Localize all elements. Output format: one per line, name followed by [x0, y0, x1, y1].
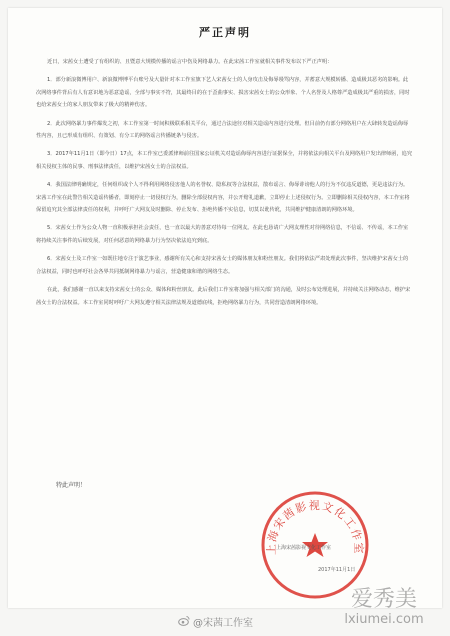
- watermark-logo-text: 爱秀美: [350, 587, 417, 612]
- site-watermark: [322, 582, 446, 632]
- paragraph-closing: 在此，我们感谢一直以来支持宋茜女士的公众、媒体和粉丝朋友。此后我们工作室将加强与相关部门的沟通，及时公布处理进展，并持续关注网络动态，维护宋茜女士的合法权益。本工作室同时呼吁广大网友遵守相关法律法规及道德底线，拒绝网络暴力行为，共同营造清朗网络环境。: [36, 287, 411, 306]
- paragraph-6: 6．宋茜女士及工作室一如既往地专注于演艺事业，感谢所有关心和支持宋茜女士的媒体朋友和粉丝朋友。我们将依法严肃处理此次事件，坚决维护宋茜女士的合法权益，同时也呼吁社会各界共同抵制网络暴力与谣言，营造健康和谐的网络生态。: [36, 256, 409, 275]
- paragraph-intro: 近日，宋茜女士遭受了有组织的、且暨意大规模传播的谣言中伤及网络暴力。在此宋茜工作室就相关事件发布以下严正声明：: [47, 59, 333, 65]
- document-body: [36, 56, 412, 315]
- paragraph-5: 5．宋茜女士作为公众人物一直积极承担社会责任，也一直以最大的善意对待每一位网友。在此也恳请广大网友理性对待网络信息，不信谣、不传谣，本工作室将持续关注事件的后续发展，对任何恶意的网络暴力行为坚决依法追究到底。: [36, 225, 409, 244]
- statement-date: 2017年11月1日: [318, 567, 356, 573]
- credit-handle: @宋茜工作室: [193, 617, 253, 629]
- paragraph-1: 1．部分新浪微博用户、新浪微博博平台账号及大量针对本工作室旗下艺人宋茜女士的人身攻击及侮辱谩骂内容，并蓄意大规模转播、造成极其恶劣的影响。此次网络事件背后有人有意识地为恶意造谣，全部与事实不符，其最终目的在于歪曲事实、损害宋茜女士的公众形象、个人名誉及人格尊严造成极其严重的损害，同时也给宋茜女士的家人朋友带来了极大的精神伤害。: [36, 77, 410, 109]
- weibo-credit: [178, 612, 253, 630]
- document-title: 严正声明: [199, 26, 251, 39]
- paragraph-2: 2．此次网络暴力事件爆发之初，本工作室第一时间积极联系相关平台，通过合法途径对相关造谣内容进行处理。但目前仍有部分网络用户在大肆转发造谣侮辱性内容，且已形成有组织、有策划、有分工的网络谣言传播链条与侵害。: [36, 120, 409, 140]
- watermark-url: lxiumei.com: [344, 612, 424, 627]
- seal-lettering: 上海宋茜影视文化工作室: [264, 499, 366, 556]
- weibo-icon: [178, 615, 190, 627]
- signoff-text: 特此声明！: [56, 482, 87, 489]
- signer-name: 上海宋茜影视文化工作室: [276, 545, 332, 551]
- paragraph-4: 4．我国法律明确规定，任何组织或个人不得利用网络侵害他人的名誉权、隐私权等合法权益，散布谣言、侮辱诽谤他人的行为不仅违反道德，更是违法行为。宋茜工作室在此警告相关造谣传播者，即刻停止一切侵权行为，删除全部侵权内容，并公开赔礼道歉，立即停止上述侵权行为。立即删除相关侵权内容，本工作室将保留追究其全部法律责任的权利，并呼吁广大网友及时删除、停止发布、拒绝传播不实信息，切莫以讹传讹，共同维护健康清朗的网络环境。: [36, 182, 410, 214]
- paragraph-3: 3．2017年11月1日（即今日）17点，本工作室已委派律师前往国家公证机关对造谣侮辱内容进行证据保全，并将依法向相关平台及网络用户发出律师函，追究相关侵权主体的民事、刑事法律责任，以维护宋茜女士的合法权益。: [36, 151, 413, 170]
